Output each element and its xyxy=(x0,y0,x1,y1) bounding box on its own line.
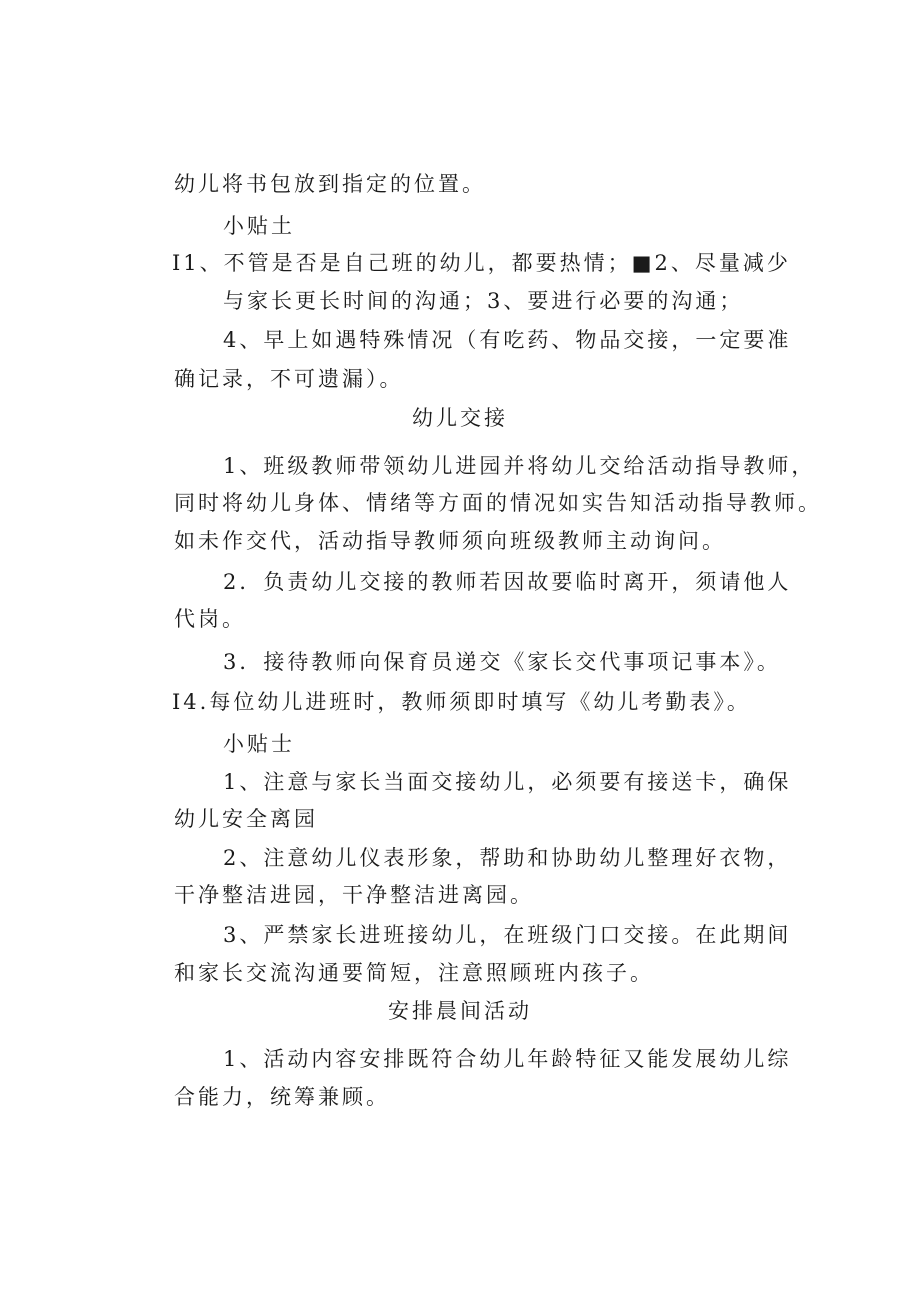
paragraph-line: 4、早上如遇特殊情况（有吃药、物品交接，一定要准 xyxy=(223,328,792,352)
paragraph-line: 合能力，统筹兼顾。 xyxy=(174,1085,390,1109)
tip-heading: 小贴士 xyxy=(223,732,295,756)
paragraph-line: 1、活动内容安排既符合幼儿年龄特征又能发展幼儿综 xyxy=(223,1047,792,1071)
paragraph-line: 幼儿安全离园 xyxy=(174,807,318,831)
paragraph-line: 确记录，不可遗漏）。 xyxy=(174,367,404,391)
paragraph-line: 3．接待教师向保育员递交《家长交代事项记事本》。 xyxy=(223,650,781,674)
paragraph-line: 如未作交代，活动指导教师须向班级教师主动询问。 xyxy=(174,529,726,553)
paragraph-line: 1、班级教师带领幼儿进园并将幼儿交给活动指导教师， xyxy=(223,454,816,478)
paragraph-line: 与家长更长时间的沟通；3、要进行必要的沟通； xyxy=(223,289,744,313)
paragraph-line: 代岗。 xyxy=(174,607,246,631)
paragraph-line: 同时将幼儿身体、情绪等方面的情况如实告知活动指导教师。 xyxy=(174,491,822,515)
paragraph-line: 3、严禁家长进班接幼儿，在班级门口交接。在此期间 xyxy=(223,923,792,947)
paragraph-line: 干净整洁进园，干净整洁进离园。 xyxy=(174,883,534,907)
paragraph-line: 1、注意与家长当面交接幼儿，必须要有接送卡，确保 xyxy=(223,770,792,794)
paragraph-line: I4.每位幼儿进班时，教师须即时填写《幼儿考勤表》。 xyxy=(172,690,751,714)
tip-heading: 小贴土 xyxy=(223,214,295,238)
paragraph-line: 2．负责幼儿交接的教师若因故要临时离开，须请他人 xyxy=(223,570,792,594)
paragraph-line: I1、不管是否是自己班的幼儿，都要热情；■2、尽量减少 xyxy=(172,251,791,275)
section-heading: 幼儿交接 xyxy=(412,406,508,430)
paragraph-line: 幼儿将书包放到指定的位置。 xyxy=(174,172,486,196)
paragraph-line: 和家长交流沟通要简短，注意照顾班内孩子。 xyxy=(174,961,654,985)
section-heading: 安排晨间活动 xyxy=(388,999,532,1023)
paragraph-line: 2、注意幼儿仪表形象，帮助和协助幼儿整理好衣物， xyxy=(223,846,792,870)
